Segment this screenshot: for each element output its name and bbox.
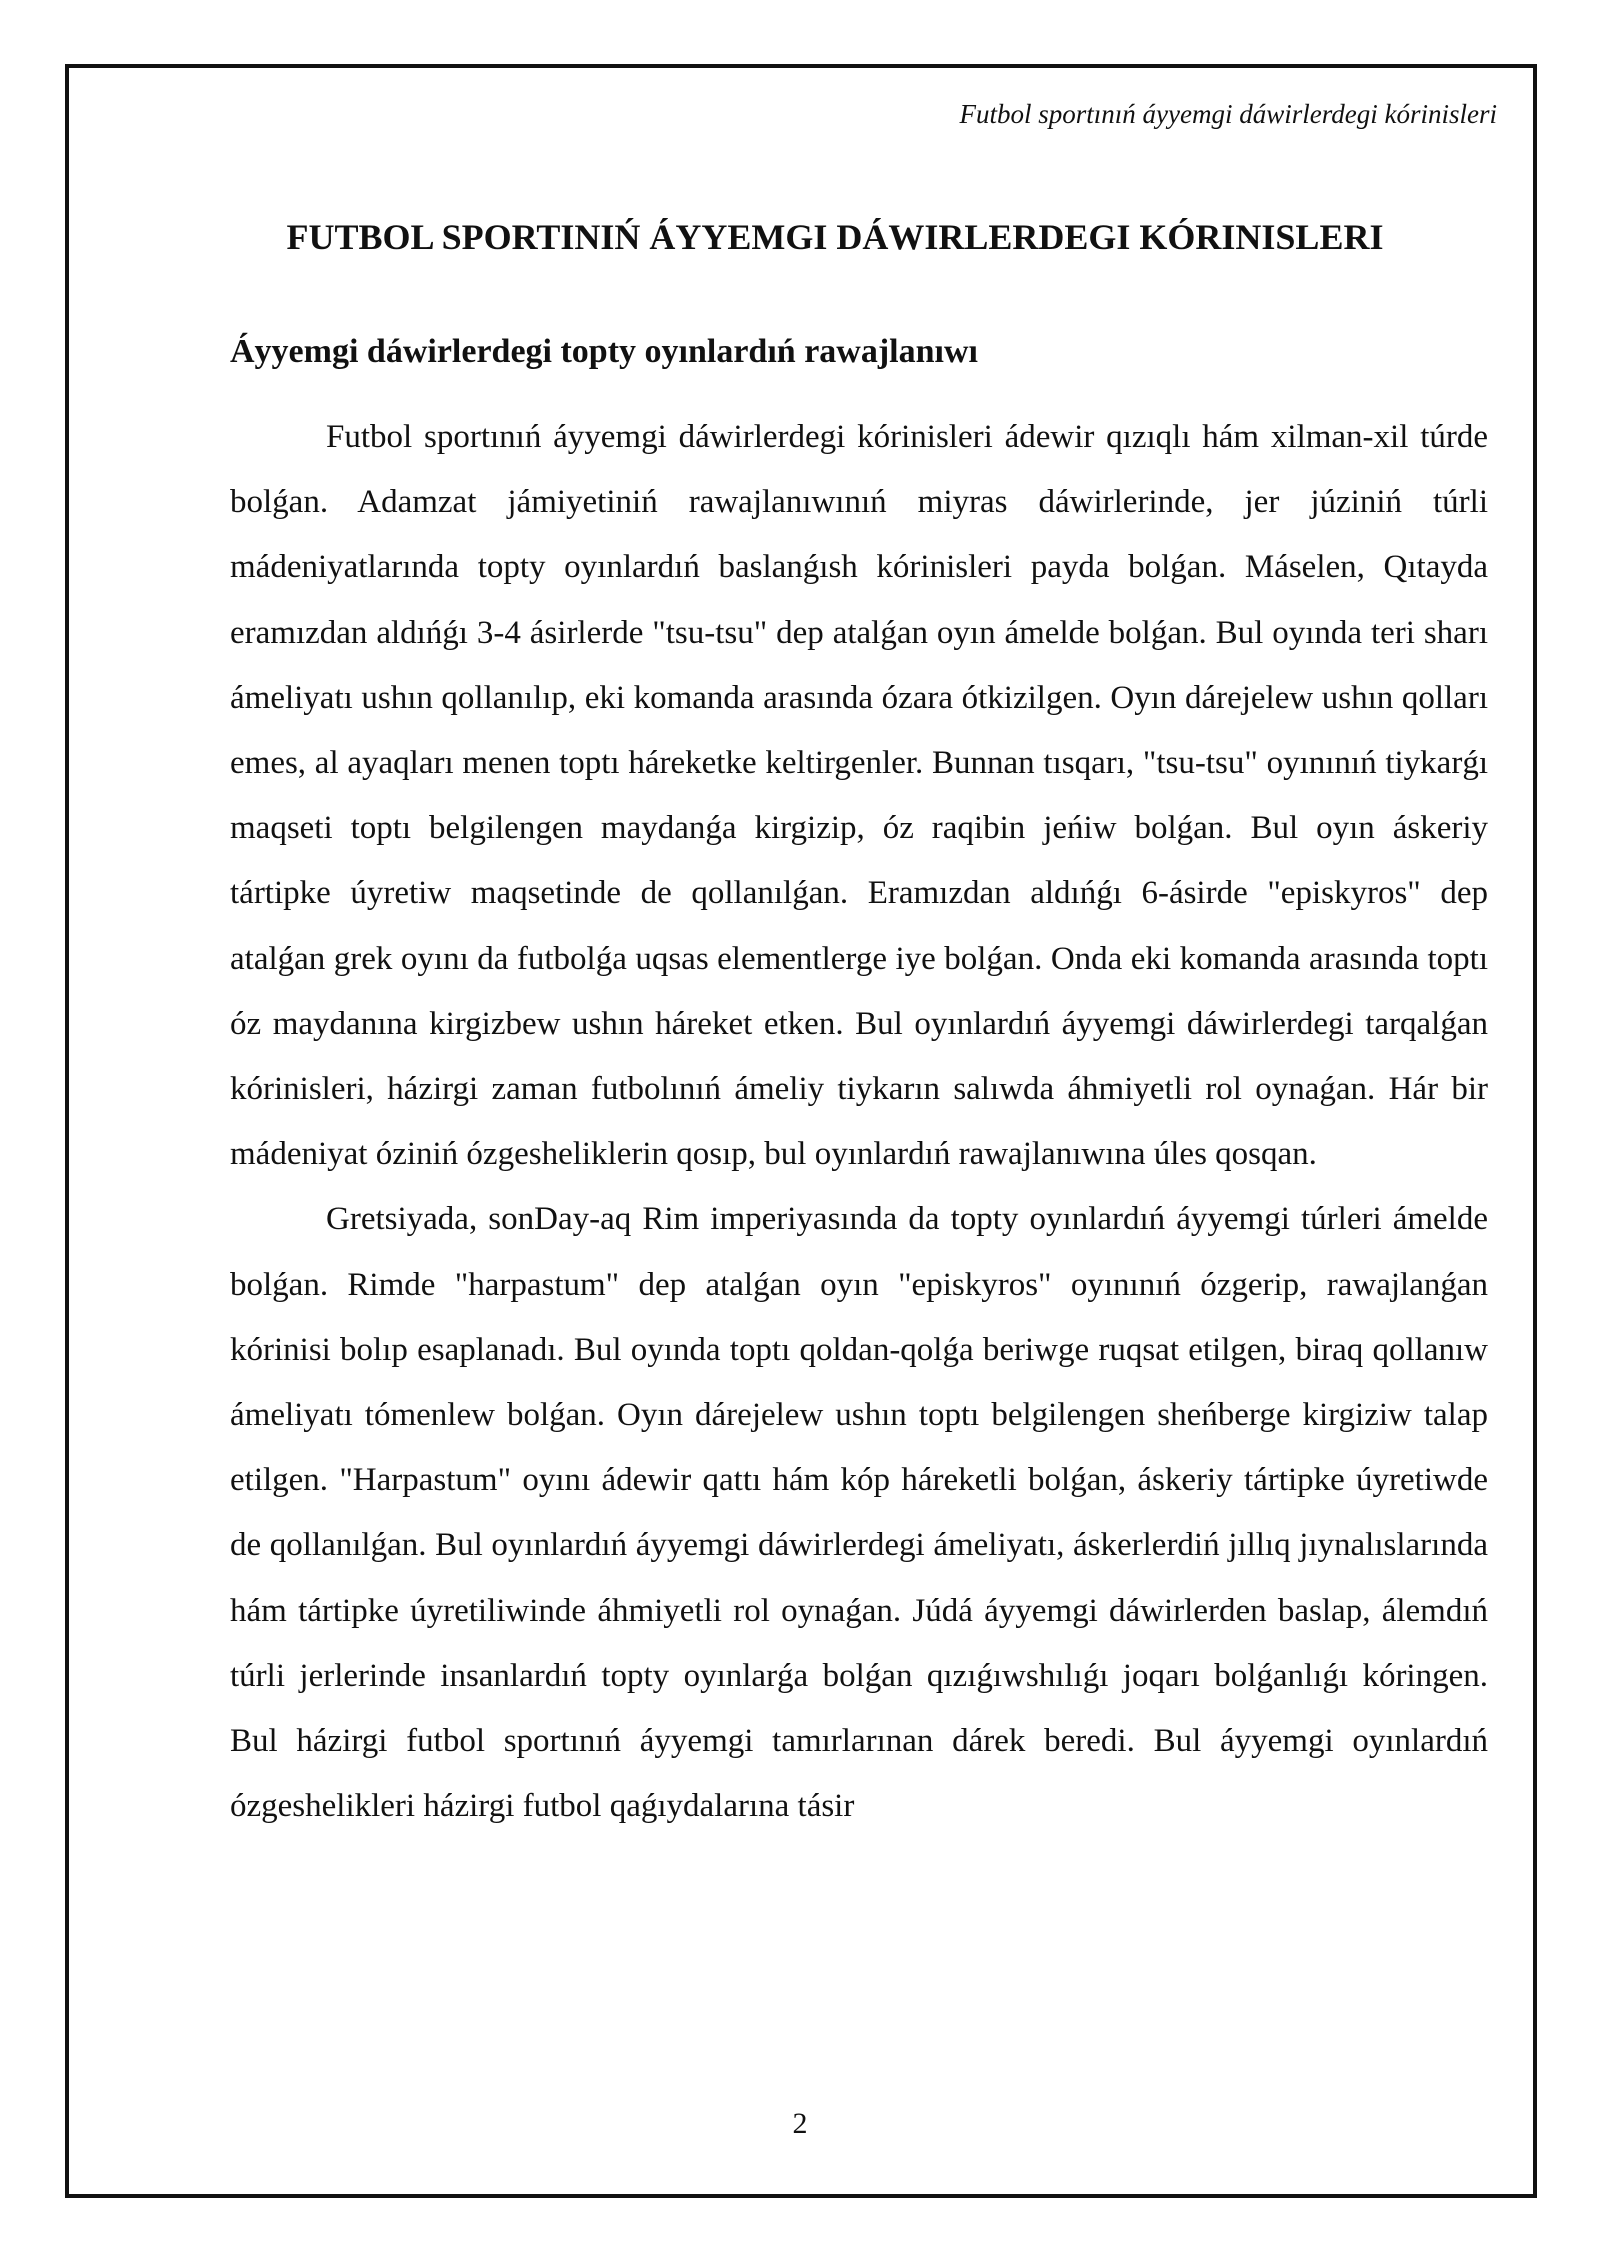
paragraph-2: Gretsiyada, sonDay-aq Rim imperiyasında da topty oyınlardıń áyyemgi túrleri ámelde bolǵan. Rimde "harpastum" dep atalǵan oyın "episkyros" oyınınıń ózgerip, rawajlanǵan kórinisi bolıp esaplanadı. Bul oyında toptı qoldan-qolǵa beriwge ruqsat etilgen, biraq qollanıw ámeliyatı tómenlew bolǵan. Oyın dárejelew ushın toptı belgilengen sheńberge kirgiziw talap etilgen. "Harpastum" oyını ádewir qattı hám kóp háreketli bolǵan, áskeriy tártipke úyretiwde de qollanılǵan. Bul oyınlardıń áyyemgi dáwirlerdegi ámeliyatı, áskerlerdiń jıllıq jıynalıslarında hám tártipke úyretiliwinde áhmiyetli rol oynaǵan. Júdá áyyemgi dáwirlerden baslap, álemdıń túrli jerlerinde insanlardıń topty oyınlarǵa bolǵan qızıǵıwshılıǵı joqarı bolǵanlıǵı kóringen. Bul házirgi futbol sportınıń áyyemgi tamırlarınan dárek beredi. Bul áyyemgi oyınlardıń ózgeshelikleri házirgi futbol qaǵıydalarına tásir — [230, 1201, 1488, 1825]
section-heading: Áyyemgi dáwirlerdegi topty oyınlardıń rawajlanıwı — [230, 333, 978, 370]
page-number: 2 — [792, 2107, 808, 2140]
body-text — [230, 405, 1488, 1839]
document-title: FUTBOL SPORTINIŃ ÁYYEMGI DÁWIRLERDEGI KÓRINISLERI — [286, 217, 1384, 257]
running-header: Futbol sportınıń áyyemgi dáwirlerdegi kórinisleri — [959, 99, 1497, 129]
paragraph-1: Futbol sportınıń áyyemgi dáwirlerdegi kórinisleri ádewir qızıqlı hám xilman-xil túrde bolǵan. Adamzat jámiyetiniń rawajlanıwınıń miyras dáwirlerinde, jer júziniń túrli mádeniyatlarında topty oyınlardıń baslanǵısh kórinisleri payda bolǵan. Máselen, Qıtayda eramızdan aldıńǵı 3-4 ásirlerde "tsu-tsu" dep atalǵan oyın ámelde bolǵan. Bul oyında teri sharı ámeliyatı ushın qollanılıp, eki komanda arasında ózara ótkizilgen. Oyın dárejelew ushın qolları emes, al ayaqları menen toptı háreketke keltirgenler. Bunnan tısqarı, "tsu-tsu" oyınınıń tiykarǵı maqseti toptı belgilengen maydanǵa kirgizip, óz raqibin jeńiw bolǵan. Bul oyın áskeriy tártipke úyretiw maqsetinde de qollanılǵan. Eramızdan aldıńǵı 6-ásirde "episkyros" dep atalǵan grek oyını da futbolǵa uqsas elementlerge iye bolǵan. Onda eki komanda arasında toptı óz maydanına kirgizbew ushın háreket etken. Bul oyınlardıń áyyemgi dáwirlerdegi tarqalǵan kórinisleri, házirgi zaman futbolınıń ámeliy tiykarın salıwda áhmiyetli rol oynaǵan. Hár bir mádeniyat óziniń ózgesheliklerin qosıp, bul oyınlardıń rawajlanıwına úles qosqan. — [230, 419, 1488, 1173]
